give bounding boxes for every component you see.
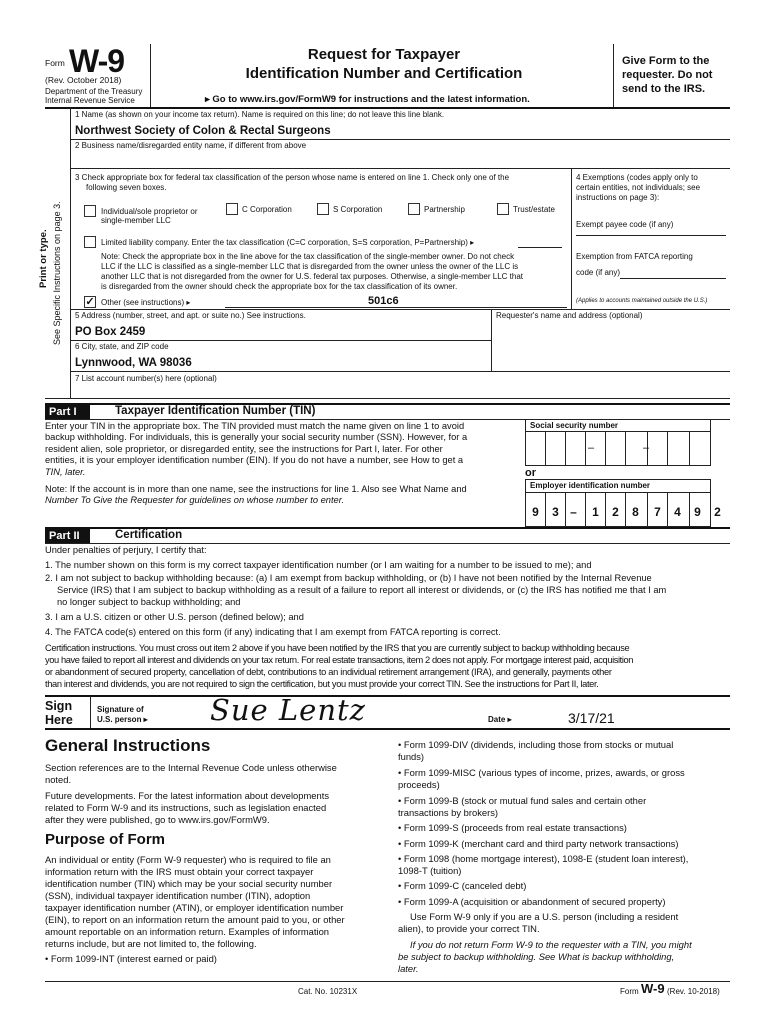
general-instructions-title: General Instructions	[45, 736, 211, 755]
line1-label: 1 Name (as shown on your income tax return). Name is required on this line; do not leave this line blank.	[75, 110, 445, 119]
part2-title: Certification	[115, 529, 183, 541]
form-1099-b-1: • Form 1099-B (stock or mutual fund sales and certain other	[398, 795, 647, 806]
line3-label-cont: following seven boxes.	[86, 183, 167, 192]
part1-text-2: backup withholding. For individuals, this is generally your social security number (SSN). However, for a	[45, 432, 468, 442]
llc-classification-field[interactable]	[518, 247, 562, 248]
ein-label: Employer identification number	[530, 481, 651, 490]
scorp-checkbox[interactable]	[317, 203, 329, 215]
form-1099-a: • Form 1099-A (acquisition or abandonment of secured property)	[398, 896, 666, 907]
cert-instructions-1: Certification instructions. You must cross out item 2 above if you have been notified by the IRS that you are currently subject to backup withholding because	[45, 643, 630, 653]
general-text-1: Section references are to the Internal Revenue Code unless otherwise	[45, 762, 337, 773]
cert-item-3: 3. I am a U.S. citizen or other U.S. person (defined below); and	[45, 612, 304, 622]
form-1099-c: • Form 1099-C (canceled debt)	[398, 880, 527, 891]
revision-date: (Rev. October 2018)	[45, 75, 122, 85]
form-1098-1: • Form 1098 (home mortgage interest), 1098-E (student loan interest),	[398, 853, 689, 864]
date-field[interactable]: 3/17/21	[568, 710, 615, 726]
ein-digit: 8	[632, 505, 639, 519]
purpose-text-3: identification number (TIN) which may be your social security number	[45, 878, 333, 889]
individual-checkbox[interactable]	[84, 205, 96, 217]
form-1098-2: 1098-T (tuition)	[398, 865, 462, 876]
exempt-payee-field[interactable]	[576, 235, 726, 236]
date-label: Date ▸	[488, 715, 512, 724]
line2-label: 2 Business name/disregarded entity name, if different from above	[75, 141, 307, 150]
form-title-line1: Request for Taxpayer	[307, 46, 461, 63]
backup-note-1: If you do not return Form W-9 to the requester with a TIN, you might	[410, 939, 692, 950]
here-label: Here	[45, 713, 73, 727]
side-print-instruction: Print or type.	[38, 229, 49, 288]
signature-label-1: Signature of	[97, 705, 144, 714]
purpose-title: Purpose of Form	[45, 831, 166, 848]
purpose-text-7: amount reportable on an information return. Examples of information	[45, 926, 330, 937]
form-1099-k: • Form 1099-K (merchant card and third party network transactions)	[398, 838, 679, 849]
ein-digit: 2	[612, 505, 619, 519]
general-text-2: noted.	[45, 774, 72, 785]
ein-digit: 1	[592, 505, 599, 519]
requester-label: Requester's name and address (optional)	[496, 311, 643, 320]
line6-label: 6 City, state, and ZIP code	[75, 342, 169, 351]
exempt-payee-label: Exempt payee code (if any)	[576, 220, 674, 229]
ein-digit: 2	[714, 505, 721, 519]
cert-item-2c: no longer subject to backup withholding; and	[57, 597, 241, 607]
other-field[interactable]: 501c6	[368, 295, 399, 307]
or-label: or	[525, 467, 536, 479]
ein-digit: 7	[654, 505, 661, 519]
llc-note-4: is disregarded from the owner should check the appropriate box for the tax classification of its owner.	[101, 282, 458, 291]
future-dev-3: after they were published, go to www.irs.gov/FormW9.	[45, 814, 270, 825]
cert-item-1: 1. The number shown on this form is my correct taxpayer identification number (or I am waiting for a number to be issued to me); and	[45, 560, 592, 570]
cert-item-4: 4. The FATCA code(s) entered on this form (if any) indicating that I am exempt from FATCA reporting is correct.	[45, 627, 501, 637]
other-checkbox[interactable]	[84, 296, 96, 308]
part1-tag: Part I	[45, 404, 90, 420]
other-label: Other (see instructions) ▸	[101, 298, 191, 307]
sign-label: Sign	[45, 699, 73, 713]
llc-note-1: Note: Check the appropriate box in the line above for the tax classification of the single-member owner. Do not check	[101, 252, 515, 261]
cert-instructions-3: or abandonment of secured property, cancellation of debt, contributions to an individual retirement arrangement (IRA), and generally, payments other	[45, 667, 612, 677]
footer-revision: (Rev. 10-2018)	[667, 987, 720, 996]
cert-instructions-4: than interest and dividends, you are not required to sign the certification, but you must provide your correct TIN. See the instructions for Part II, later.	[45, 679, 599, 689]
form-1099-div-2: funds)	[398, 751, 425, 762]
exemptions-label-3: instructions on page 3):	[576, 193, 660, 202]
cert-item-2a: 2. I am not subject to backup withholding because: (a) I am exempt from backup withholding, or (b) I have not been notified by the Internal Revenue	[45, 573, 652, 583]
footer-form-label: Form	[620, 987, 639, 996]
individual-label: Individual/sole proprietor or	[101, 207, 198, 216]
part1-text-1: Enter your TIN in the appropriate box. The TIN provided must match the name given on line 1 to avoid	[45, 421, 465, 431]
part1-title: Taxpayer Identification Number (TIN)	[115, 405, 316, 417]
trust-label: Trust/estate	[513, 205, 555, 214]
ein-digit: 9	[694, 505, 701, 519]
llc-note-2: LLC if the LLC is classified as a single-member LLC that is disregarded from the owner unless the owner of the LLC is	[101, 262, 519, 271]
part1-text-5: TIN, later.	[45, 467, 86, 477]
ccorp-label: C Corporation	[242, 205, 292, 214]
purpose-text-1: An individual or entity (Form W-9 requester) who is required to file an	[45, 854, 331, 865]
individual-label-cont: single-member LLC	[101, 216, 171, 225]
ein-dash: –	[570, 505, 577, 519]
fatca-field[interactable]	[620, 278, 726, 279]
line3-label: 3 Check appropriate box for federal tax classification of the person whose name is entered on line 1. Check only one of the	[75, 173, 510, 182]
form-title-line2: Identification Number and Certification	[245, 65, 523, 82]
exemptions-label-1: 4 Exemptions (codes apply only to	[576, 173, 698, 182]
cert-instructions-2: you have failed to report all interest and dividends on your tax return. For real estate transactions, item 2 does not apply. For mortgage interest paid, acquisition	[45, 655, 634, 665]
form-1099-int: • Form 1099-INT (interest earned or paid)	[45, 953, 217, 964]
part1-text-3: resident alien, sole proprietor, or disregarded entity, see the instructions for Part I, later. For other	[45, 444, 443, 454]
side-see-instruction: See Specific Instructions on page 3.	[52, 201, 62, 345]
llc-note-3: another LLC that is not disregarded from the owner for U.S. federal tax purposes. Otherwise, a single-member LLC that	[101, 272, 523, 281]
ssn-dash-2: –	[643, 442, 650, 454]
future-dev-2: related to Form W-9 and its instructions, such as legislation enacted	[45, 802, 327, 813]
ssn-dash-1: –	[588, 442, 595, 454]
ein-digit: 3	[552, 505, 559, 519]
form-1099-div-1: • Form 1099-DIV (dividends, including those from stocks or mutual	[398, 739, 674, 750]
part1-text-4: entities, it is your employer identification number (EIN). If you do not have a number, see How to get a	[45, 455, 464, 465]
backup-note-2: be subject to backup withholding. See What is backup withholding,	[398, 951, 675, 962]
form-1099-misc-2: proceeds)	[398, 779, 440, 790]
form-1099-misc-1: • Form 1099-MISC (various types of income, prizes, awards, or gross	[398, 767, 685, 778]
perjury-intro: Under penalties of perjury, I certify that:	[45, 545, 207, 555]
form-1099-s: • Form 1099-S (proceeds from real estate transactions)	[398, 822, 627, 833]
backup-note-3: later.	[398, 963, 419, 974]
department: Department of the Treasury	[45, 87, 143, 96]
use-w9-1: Use Form W-9 only if you are a U.S. person (including a resident	[410, 911, 679, 922]
part1-note-2: Number To Give the Requester for guidelines on whose number to enter.	[45, 495, 345, 505]
part2-tag: Part II	[45, 528, 90, 544]
trust-checkbox[interactable]	[497, 203, 509, 215]
ein-digit: 4	[674, 505, 681, 519]
signature-label-2: U.S. person ▸	[97, 715, 148, 724]
llc-label: Limited liability company. Enter the tax classification (C=C corporation, S=S corporation, P=Partnership) ▸	[101, 238, 475, 247]
catalog-number: Cat. No. 10231X	[298, 987, 358, 996]
purpose-text-8: returns include, but are not limited to, the following.	[45, 938, 257, 949]
ccorp-checkbox[interactable]	[226, 203, 238, 215]
instructions-link[interactable]: ▸ Go to www.irs.gov/FormW9 for instructions and the latest information.	[205, 94, 530, 105]
part1-note-1: Note: If the account is in more than one name, see the instructions for line 1. Also see What Name and	[45, 484, 467, 494]
purpose-text-5: taxpayer identification number (ATIN), or employer identification number	[45, 902, 344, 913]
line7-label: 7 List account number(s) here (optional)	[75, 374, 217, 383]
purpose-text-4: (SSN), individual taxpayer identification number (ITIN), adoption	[45, 890, 311, 901]
form-label: Form	[45, 58, 65, 68]
line5-label: 5 Address (number, street, and apt. or suite no.) See instructions.	[75, 311, 306, 320]
fatca-label-1: Exemption from FATCA reporting	[576, 252, 693, 261]
ein-digit: 9	[532, 505, 539, 519]
use-w9-2: alien), to provide your correct TIN.	[398, 923, 540, 934]
exemptions-label-2: certain entities, not individuals; see	[576, 183, 701, 192]
footer-form-code: W-9	[641, 981, 665, 996]
irs-label: Internal Revenue Service	[45, 96, 135, 105]
ssn-label: Social security number	[530, 421, 619, 430]
check-mark-icon: ✓	[85, 296, 95, 308]
cert-item-2b: Service (IRS) that I am subject to backup withholding as a result of a failure to report all interest or dividends, or (c) the IRS has notified me that I am	[57, 585, 667, 595]
future-dev-1: Future developments. For the latest information about developments	[45, 790, 330, 801]
purpose-text-6: (EIN), to report on an information return the amount paid to you, or other	[45, 914, 345, 925]
partnership-checkbox[interactable]	[408, 203, 420, 215]
name-field[interactable]: Northwest Society of Colon & Rectal Surgeons	[75, 125, 331, 137]
city-state-zip-field[interactable]: Lynnwood, WA 98036	[75, 357, 192, 369]
form-1099-b-2: transactions by brokers)	[398, 807, 499, 818]
partnership-label: Partnership	[424, 205, 465, 214]
purpose-text-2: information return with the IRS must obtain your correct taxpayer	[45, 866, 314, 877]
fatca-label-2: code (if any)	[576, 268, 621, 277]
fatca-applies-note: (Applies to accounts maintained outside the U.S.)	[576, 298, 708, 304]
signature[interactable]: Sue Lentz	[210, 693, 366, 727]
scorp-label: S Corporation	[333, 205, 383, 214]
address-field[interactable]: PO Box 2459	[75, 326, 146, 338]
form-code: W-9	[69, 43, 125, 79]
llc-checkbox[interactable]	[84, 236, 96, 248]
give-form-note: Give Form to the requester. Do not send to the IRS.	[622, 55, 713, 95]
